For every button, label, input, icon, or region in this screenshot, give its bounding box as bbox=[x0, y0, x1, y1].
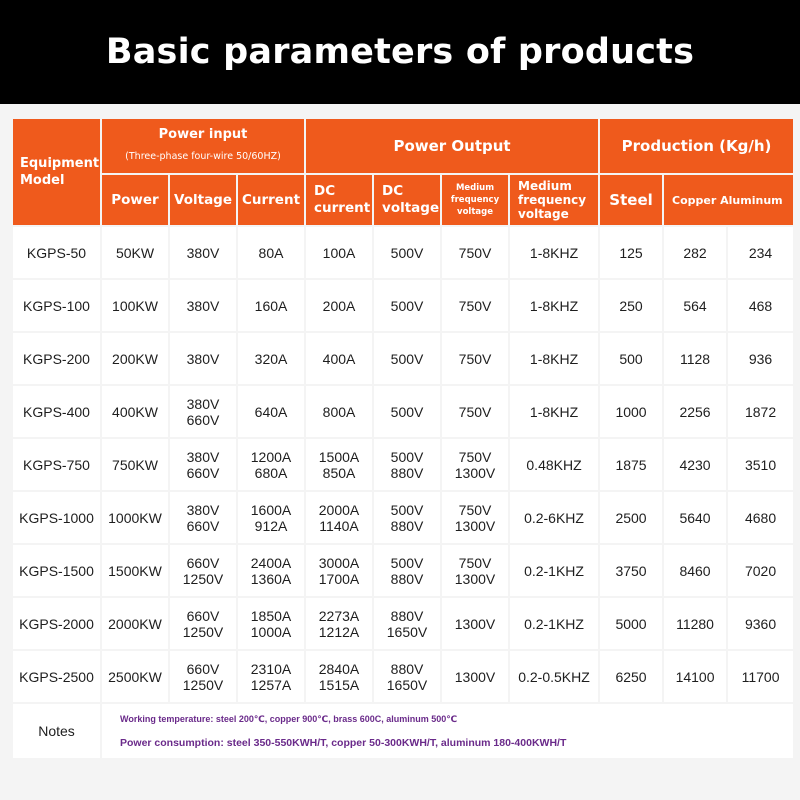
cell-mf-voltage: 1300V bbox=[442, 598, 508, 649]
header-aluminum: Aluminum bbox=[720, 193, 783, 207]
cell-dc-voltage: 500V bbox=[374, 280, 440, 331]
cell-power: 400KW bbox=[102, 386, 168, 437]
cell-dc-current: 2840A 1515A bbox=[306, 651, 372, 702]
cell-mf-voltage: 750V 1300V bbox=[442, 545, 508, 596]
cell-dc-current: 2000A 1140A bbox=[306, 492, 372, 543]
cell-copper: 4230 bbox=[664, 439, 726, 490]
cell-frequency: 1-8KHZ bbox=[510, 280, 598, 331]
cell-aluminum: 4680 bbox=[728, 492, 793, 543]
page-title: Basic parameters of products bbox=[105, 32, 695, 72]
table-row bbox=[13, 598, 793, 649]
header-power-input-sub: (Three-phase four-wire 50/60HZ) bbox=[125, 151, 281, 162]
cell-power: 1500KW bbox=[102, 545, 168, 596]
header-dc-current: DC current bbox=[306, 175, 372, 225]
cell-copper: 282 bbox=[664, 227, 726, 278]
cell-dc-voltage: 500V 880V bbox=[374, 545, 440, 596]
cell-frequency: 0.48KHZ bbox=[510, 439, 598, 490]
cell-dc-current: 800A bbox=[306, 386, 372, 437]
table-row bbox=[13, 439, 793, 490]
cell-dc-voltage: 500V bbox=[374, 386, 440, 437]
header-steel: Steel bbox=[600, 175, 662, 225]
cell-power: 200KW bbox=[102, 333, 168, 384]
cell-dc-voltage: 500V bbox=[374, 227, 440, 278]
header-power-input: Power input (Three-phase four-wire 50/60HZ) bbox=[102, 119, 304, 173]
cell-aluminum: 1872 bbox=[728, 386, 793, 437]
cell-frequency: 0.2-1KHZ bbox=[510, 598, 598, 649]
cell-current: 160A bbox=[238, 280, 304, 331]
cell-aluminum: 9360 bbox=[728, 598, 793, 649]
cell-current: 320A bbox=[238, 333, 304, 384]
header-dc-voltage: DC voltage bbox=[374, 175, 440, 225]
table-row bbox=[13, 651, 793, 702]
header-production: Production (Kg/h) bbox=[600, 119, 793, 173]
cell-mf-voltage: 1300V bbox=[442, 651, 508, 702]
cell-steel: 500 bbox=[600, 333, 662, 384]
cell-copper: 11280 bbox=[664, 598, 726, 649]
cell-dc-voltage: 880V 1650V bbox=[374, 598, 440, 649]
cell-dc-voltage: 880V 1650V bbox=[374, 651, 440, 702]
table-body bbox=[13, 227, 793, 702]
table-row bbox=[13, 386, 793, 437]
cell-model: KGPS-1000 bbox=[13, 492, 100, 543]
cell-steel: 5000 bbox=[600, 598, 662, 649]
cell-current: 2310A 1257A bbox=[238, 651, 304, 702]
cell-voltage: 380V bbox=[170, 333, 236, 384]
header-voltage: Voltage bbox=[170, 175, 236, 225]
cell-dc-current: 200A bbox=[306, 280, 372, 331]
cell-model: KGPS-750 bbox=[13, 439, 100, 490]
parameters-table bbox=[11, 117, 795, 760]
cell-dc-current: 100A bbox=[306, 227, 372, 278]
cell-voltage: 380V 660V bbox=[170, 439, 236, 490]
note-working-temperature: Working temperature: steel 200℃, copper 900℃, brass 600C, aluminum 500℃ bbox=[120, 714, 458, 724]
cell-model: KGPS-2000 bbox=[13, 598, 100, 649]
cell-current: 1850A 1000A bbox=[238, 598, 304, 649]
cell-aluminum: 3510 bbox=[728, 439, 793, 490]
cell-aluminum: 11700 bbox=[728, 651, 793, 702]
cell-current: 80A bbox=[238, 227, 304, 278]
cell-voltage: 380V 660V bbox=[170, 492, 236, 543]
cell-power: 50KW bbox=[102, 227, 168, 278]
cell-mf-voltage: 750V bbox=[442, 386, 508, 437]
cell-dc-current: 1500A 850A bbox=[306, 439, 372, 490]
table-header bbox=[13, 119, 793, 225]
cell-model: KGPS-100 bbox=[13, 280, 100, 331]
cell-steel: 125 bbox=[600, 227, 662, 278]
cell-frequency: 0.2-1KHZ bbox=[510, 545, 598, 596]
cell-mf-voltage: 750V bbox=[442, 333, 508, 384]
cell-copper: 1128 bbox=[664, 333, 726, 384]
cell-aluminum: 468 bbox=[728, 280, 793, 331]
cell-copper: 14100 bbox=[664, 651, 726, 702]
header-copper-aluminum bbox=[664, 175, 793, 225]
header-current: Current bbox=[238, 175, 304, 225]
notes-content bbox=[102, 704, 793, 758]
cell-dc-voltage: 500V 880V bbox=[374, 439, 440, 490]
cell-copper: 5640 bbox=[664, 492, 726, 543]
cell-power: 750KW bbox=[102, 439, 168, 490]
note-power-consumption: Power consumption: steel 350-550KWH/T, copper 50-300KWH/T, aluminum 180-400KWH/T bbox=[120, 737, 567, 749]
cell-copper: 2256 bbox=[664, 386, 726, 437]
cell-voltage: 660V 1250V bbox=[170, 545, 236, 596]
cell-voltage: 660V 1250V bbox=[170, 651, 236, 702]
cell-aluminum: 7020 bbox=[728, 545, 793, 596]
table-row bbox=[13, 492, 793, 543]
cell-current: 2400A 1360A bbox=[238, 545, 304, 596]
cell-frequency: 1-8KHZ bbox=[510, 227, 598, 278]
header-equipment-model: Equipment Model bbox=[13, 119, 100, 225]
cell-current: 1600A 912A bbox=[238, 492, 304, 543]
cell-mf-voltage: 750V 1300V bbox=[442, 439, 508, 490]
cell-dc-current: 400A bbox=[306, 333, 372, 384]
cell-steel: 1875 bbox=[600, 439, 662, 490]
cell-power: 2000KW bbox=[102, 598, 168, 649]
cell-voltage: 380V 660V bbox=[170, 386, 236, 437]
cell-steel: 6250 bbox=[600, 651, 662, 702]
table-notes bbox=[13, 704, 793, 758]
cell-steel: 2500 bbox=[600, 492, 662, 543]
cell-dc-current: 3000A 1700A bbox=[306, 545, 372, 596]
notes-label: Notes bbox=[13, 704, 100, 758]
cell-power: 2500KW bbox=[102, 651, 168, 702]
cell-dc-current: 2273A 1212A bbox=[306, 598, 372, 649]
cell-voltage: 380V bbox=[170, 280, 236, 331]
cell-steel: 3750 bbox=[600, 545, 662, 596]
cell-mf-voltage: 750V bbox=[442, 227, 508, 278]
cell-current: 1200A 680A bbox=[238, 439, 304, 490]
cell-steel: 250 bbox=[600, 280, 662, 331]
cell-power: 100KW bbox=[102, 280, 168, 331]
cell-aluminum: 936 bbox=[728, 333, 793, 384]
cell-dc-voltage: 500V 880V bbox=[374, 492, 440, 543]
cell-frequency: 1-8KHZ bbox=[510, 386, 598, 437]
header-copper: Copper bbox=[672, 193, 717, 207]
header-power-output: Power Output bbox=[306, 119, 598, 173]
cell-current: 640A bbox=[238, 386, 304, 437]
header-mf-frequency: Medium frequency voltage bbox=[510, 175, 598, 225]
title-banner bbox=[0, 0, 800, 104]
table-row bbox=[13, 227, 793, 278]
cell-voltage: 660V 1250V bbox=[170, 598, 236, 649]
cell-voltage: 380V bbox=[170, 227, 236, 278]
header-mf-voltage: Medium frequency voltage bbox=[442, 175, 508, 225]
cell-steel: 1000 bbox=[600, 386, 662, 437]
cell-model: KGPS-200 bbox=[13, 333, 100, 384]
cell-model: KGPS-50 bbox=[13, 227, 100, 278]
cell-model: KGPS-2500 bbox=[13, 651, 100, 702]
cell-aluminum: 234 bbox=[728, 227, 793, 278]
table-row bbox=[13, 333, 793, 384]
cell-frequency: 0.2-0.5KHZ bbox=[510, 651, 598, 702]
table-row bbox=[13, 545, 793, 596]
cell-mf-voltage: 750V 1300V bbox=[442, 492, 508, 543]
cell-mf-voltage: 750V bbox=[442, 280, 508, 331]
cell-copper: 8460 bbox=[664, 545, 726, 596]
cell-dc-voltage: 500V bbox=[374, 333, 440, 384]
cell-copper: 564 bbox=[664, 280, 726, 331]
cell-power: 1000KW bbox=[102, 492, 168, 543]
cell-frequency: 1-8KHZ bbox=[510, 333, 598, 384]
cell-model: KGPS-1500 bbox=[13, 545, 100, 596]
table-row bbox=[13, 280, 793, 331]
cell-model: KGPS-400 bbox=[13, 386, 100, 437]
cell-frequency: 0.2-6KHZ bbox=[510, 492, 598, 543]
header-power: Power bbox=[102, 175, 168, 225]
